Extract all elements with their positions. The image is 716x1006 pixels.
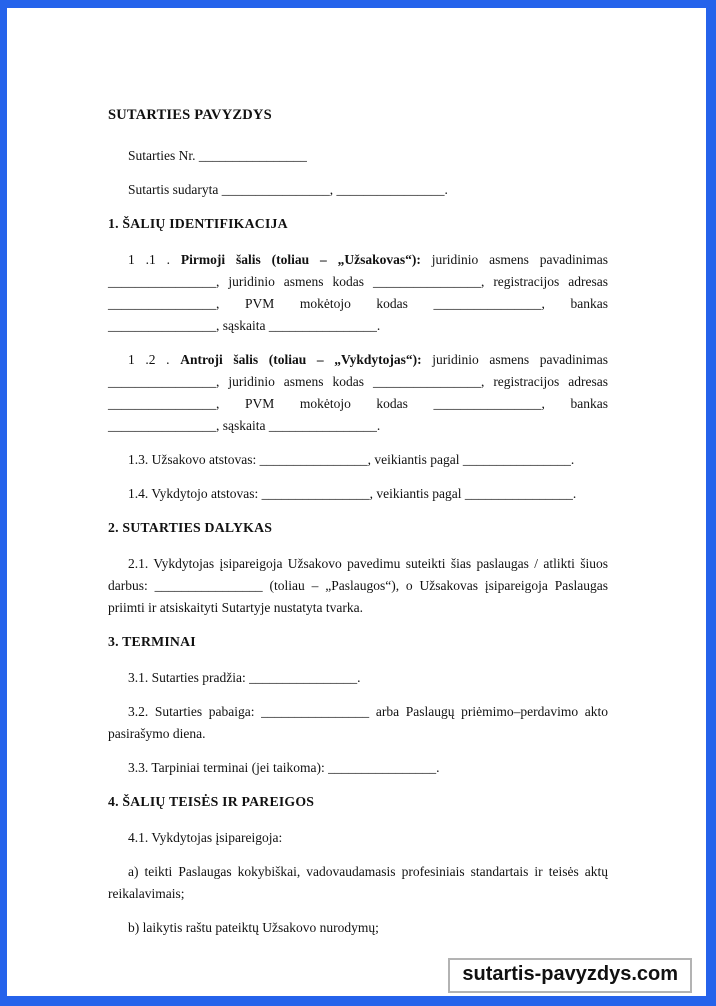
contract-date-line: Sutartis sudaryta ________________, ________________. (128, 182, 448, 197)
paragraph-1-3: 1.3. Užsakovo atstovas: ________________, veikiantis pagal ________________. (128, 452, 575, 467)
clause-text: juridinio asmens pavadinimas ________________, juridinio asmens kodas ________________, registracijos adresas ________________, PVM mokėtojo kodas ________________, bankas ________________, sąskaita ________________. (108, 252, 608, 333)
paragraph-3-2: 3.2. Sutarties pabaiga: ________________ arba Paslaugų priėmimo–perdavimo akto pasirašymo diena. (108, 704, 608, 741)
section-heading-4: 4. ŠALIŲ TEISĖS IR PAREIGOS (108, 794, 315, 809)
section-heading-2: 2. SUTARTIES DALYKAS (108, 520, 273, 535)
watermark-label: sutartis-pavyzdys.com (462, 963, 678, 985)
watermark-box (448, 958, 692, 993)
paragraph-3-3: 3.3. Tarpiniai terminai (jei taikoma): ________________. (128, 760, 440, 775)
paragraph-1-2 (108, 349, 608, 437)
clause-text: juridinio asmens pavadinimas ________________, juridinio asmens kodas ________________, registracijos adresas ________________, PVM mokėtojo kodas ________________, bankas ________________, sąskaita ________________. (108, 352, 608, 433)
contract-number-line: Sutarties Nr. ________________ (128, 148, 307, 163)
clause-number: 1 .2 . (128, 352, 181, 367)
section-heading-1: 1. ŠALIŲ IDENTIFIKACIJA (108, 216, 288, 231)
document-title: SUTARTIES PAVYZDYS (108, 107, 272, 123)
clause-bold-lead: Antroji šalis (toliau – „Vykdytojas“): (180, 352, 433, 367)
paragraph-3-1: 3.1. Sutarties pradžia: ________________. (128, 670, 361, 685)
clause-bold-lead: Pirmoji šalis (toliau – „Užsakovas“): (180, 252, 432, 267)
paragraph-1-4: 1.4. Vykdytojo atstovas: ________________, veikiantis pagal ________________. (128, 486, 577, 501)
section-heading-3: 3. TERMINAI (108, 634, 196, 649)
paragraph-1-1 (108, 249, 608, 337)
clause-number: 1 .1 . (128, 252, 181, 267)
page-body (7, 8, 706, 996)
paragraph-4-1: 4.1. Vykdytojas įsipareigoja: (128, 830, 283, 845)
paragraph-4-1-a: a) teikti Paslaugas kokybiškai, vadovaudamasis profesiniais standartais ir teisės aktų reikalavimais; (108, 864, 608, 901)
paragraph-4-1-b: b) laikytis raštu pateiktų Užsakovo nurodymų; (128, 920, 379, 935)
paragraph-2-1: 2.1. Vykdytojas įsipareigoja Užsakovo pavedimu suteikti šias paslaugas / atlikti šiuos darbus: ________________ (toliau – „Paslaugos“), o Užsakovas įsipareigoja Paslaugas priimti ir atsiskaityti Sutartyje nustatyta tvarka. (108, 556, 608, 615)
